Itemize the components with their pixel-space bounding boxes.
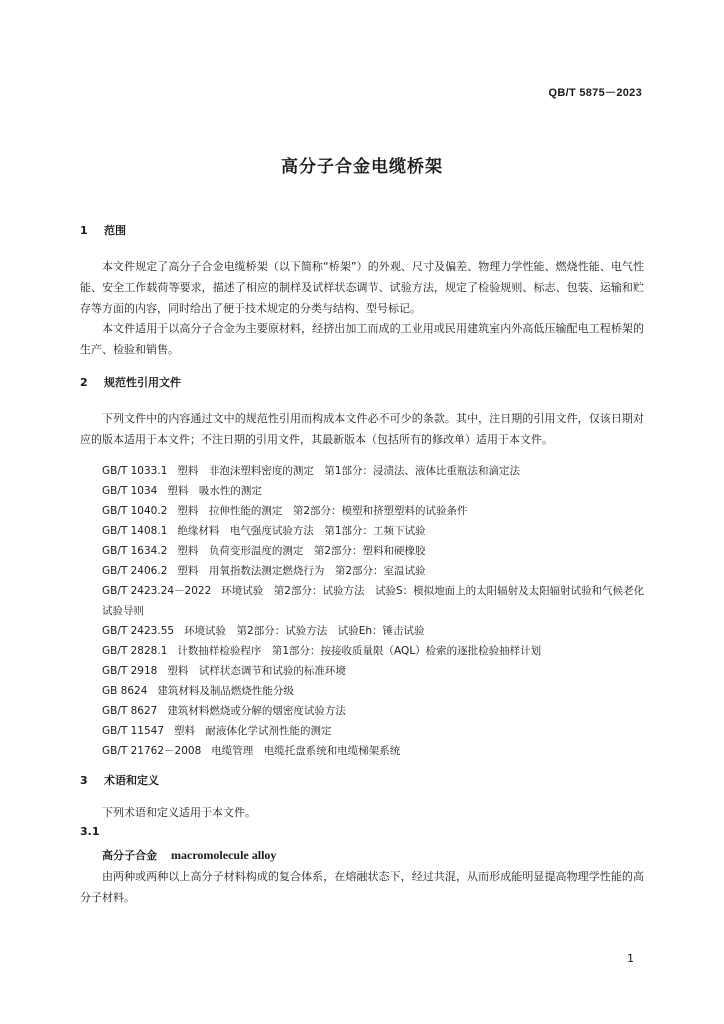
- term-english: macromolecule alloy: [171, 848, 277, 862]
- section-heading-terms: [80, 772, 159, 788]
- reference-code: GB/T 8627: [102, 705, 158, 717]
- reference-item: [102, 541, 652, 561]
- scope-paragraph-2: 本文件适用于以高分子合金为主要原材料，经挤出加工而成的工业用或民用建筑室内外高低压输配电工程桥架的生产、检验和销售。: [80, 322, 644, 356]
- reference-code: GB/T 2828.1: [102, 645, 168, 657]
- reference-title: 塑料 负荷变形温度的测定 第2部分：塑料和硬橡胶: [177, 545, 426, 557]
- term-number: 3.1: [80, 825, 100, 838]
- section-number: 2: [80, 376, 88, 389]
- reference-item: [102, 681, 652, 701]
- reference-title: 计数抽样检验程序 第1部分：按接收质量限（AQL）检索的逐批检验抽样计划: [177, 645, 542, 657]
- reference-title: 塑料 用氧指数法测定燃烧行为 第2部分：室温试验: [177, 565, 426, 577]
- reference-code: GB/T 21762－2008: [102, 745, 202, 757]
- reference-code: GB/T 2423.55: [102, 625, 175, 637]
- reference-item: [102, 481, 652, 501]
- reference-item: [102, 641, 652, 661]
- reference-code: GB/T 1634.2: [102, 545, 168, 557]
- reference-code: GB/T 1033.1: [102, 465, 168, 477]
- normative-intro: 下列文件中的内容通过文中的规范性引用而构成本文件必不可少的条款。其中，注日期的引用文件，仅该日期对应的版本适用于本文件；不注日期的引用文件，其最新版本（包括所有的修改单）适用于本文件。: [80, 412, 644, 446]
- reference-item: [102, 721, 652, 741]
- reference-item: [102, 461, 652, 481]
- reference-code: GB/T 2406.2: [102, 565, 168, 577]
- document-title: 高分子合金电缆桥架: [281, 157, 443, 177]
- section-number: 3: [80, 774, 88, 787]
- reference-code: GB/T 2423.24－2022: [102, 585, 212, 597]
- reference-code: GB/T 1034: [102, 485, 158, 497]
- scope-paragraph-1: 本文件规定了高分子合金电缆桥架（以下简称“桥架”）的外观、尺寸及偏差、物理力学性能、燃烧性能、电气性能、安全工作载荷等要求，描述了相应的制样及试样状态调节、试验方法，规定了检验规则、标志、包装、运输和贮存等方面的内容，同时给出了便于技术规定的分类与结构、型号标记。: [80, 260, 644, 315]
- page-number: 1: [627, 952, 634, 965]
- reference-title: 塑料 耐液体化学试剂性能的测定: [174, 725, 332, 737]
- reference-item: [80, 581, 652, 621]
- section-title: 范围: [104, 224, 126, 237]
- reference-title: 塑料 吸水性的测定: [167, 485, 262, 497]
- reference-title: 电缆管理 电缆托盘系统和电缆梯架系统: [211, 745, 401, 757]
- reference-title: 建筑材料及制品燃烧性能分级: [157, 685, 294, 697]
- reference-item: [102, 521, 652, 541]
- reference-title: 建筑材料燃烧或分解的烟密度试验方法: [167, 705, 346, 717]
- standard-code: QB/T 5875－2023: [548, 87, 642, 99]
- term-definition: 由两种或两种以上高分子材料构成的复合体系，在熔融状态下，经过共混，从而形成能明显提高物理学性能的高分子材料。: [80, 870, 644, 904]
- term-entry: [102, 847, 276, 863]
- term-chinese: 高分子合金: [102, 849, 157, 862]
- section-heading-normative: [80, 374, 181, 390]
- section-title: 术语和定义: [104, 774, 159, 787]
- section-number: 1: [80, 224, 88, 237]
- terms-intro: 下列术语和定义适用于本文件。: [102, 806, 256, 819]
- reference-title: 环境试验 第2部分：试验方法 试验Eh：锤击试验: [184, 625, 425, 637]
- reference-item: [102, 741, 652, 761]
- reference-item: [102, 701, 652, 721]
- reference-code: GB/T 1040.2: [102, 505, 168, 517]
- reference-code: GB/T 1408.1: [102, 525, 168, 537]
- reference-item: [102, 621, 652, 641]
- reference-title: 塑料 拉伸性能的测定 第2部分：模塑和挤塑塑料的试验条件: [177, 505, 468, 517]
- reference-title: 塑料 非泡沫塑料密度的测定 第1部分：浸渍法、液体比重瓶法和滴定法: [177, 465, 521, 477]
- reference-item: [102, 661, 652, 681]
- section-title: 规范性引用文件: [104, 376, 181, 389]
- reference-code: GB/T 11547: [102, 725, 165, 737]
- reference-title: 塑料 试样状态调节和试验的标准环境: [167, 665, 346, 677]
- reference-item: [102, 501, 652, 521]
- reference-code: GB/T 2918: [102, 665, 158, 677]
- reference-list: [102, 461, 652, 761]
- reference-item: [102, 561, 652, 581]
- reference-title: 绝缘材料 电气强度试验方法 第1部分：工频下试验: [177, 525, 426, 537]
- reference-title: 环境试验 第2部分：试验方法 试验S：模拟地面上的太阳辐射及太阳辐射试验和气候老化试验导则: [102, 585, 645, 617]
- reference-code: GB 8624: [102, 685, 148, 697]
- section-heading-scope: [80, 222, 126, 238]
